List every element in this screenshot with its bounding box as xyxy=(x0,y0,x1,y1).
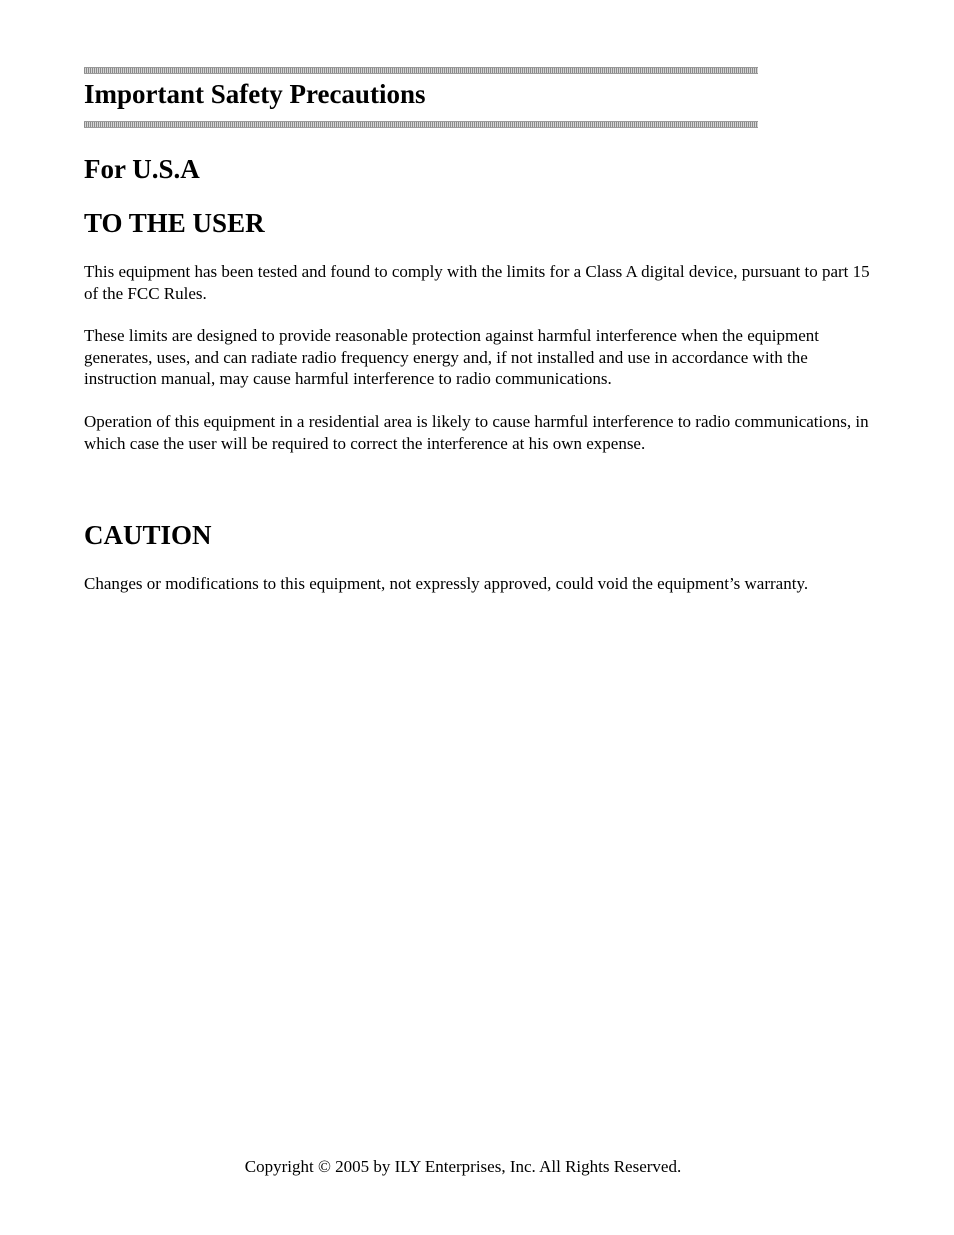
page-title: Important Safety Precautions xyxy=(84,79,426,109)
caution-paragraph: Changes or modifications to this equipment, not expressly approved, could void the equipment’s warranty. xyxy=(84,574,809,593)
user-heading: TO THE USER xyxy=(84,208,265,238)
interference-limits-paragraph: These limits are designed to provide reasonable protection against harmful interference when the equipment generates, uses, and can radiate radio frequency energy and, if not installed and use in accordance with the instruction manual, may cause harmful interference to radio communications. xyxy=(84,326,819,389)
title-top-rule xyxy=(84,67,758,74)
residential-operation-paragraph: Operation of this equipment in a residential area is likely to cause harmful interference to radio communications, in which case the user will be required to correct the interference at his own expense. xyxy=(84,412,869,453)
region-heading: For U.S.A xyxy=(84,154,200,184)
caution-heading: CAUTION xyxy=(84,520,212,550)
title-bottom-rule xyxy=(84,121,758,128)
fcc-compliance-paragraph: This equipment has been tested and found to comply with the limits for a Class A digital device, pursuant to part 15 of the FCC Rules. xyxy=(84,262,870,303)
copyright-footer: Copyright © 2005 by ILY Enterprises, Inc. All Rights Reserved. xyxy=(244,1157,682,1176)
